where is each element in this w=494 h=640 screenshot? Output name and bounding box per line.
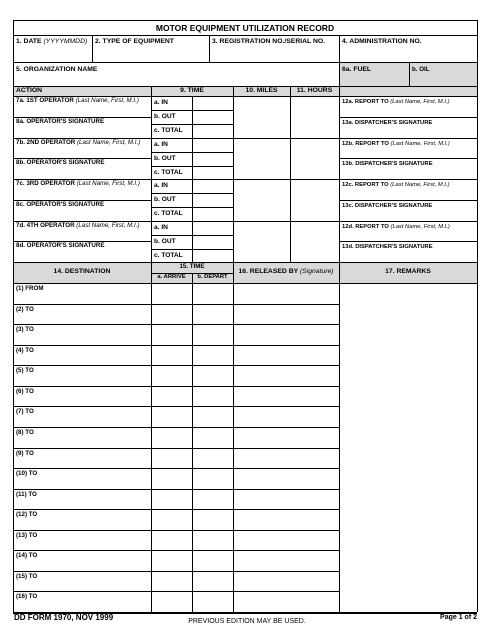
registration-label: 3. REGISTRATION NO./SERIAL NO. (212, 38, 326, 45)
hours-field[interactable] (292, 152, 337, 164)
report-to-label: 12a. REPORT TO (Last Name, First, M.I.) (342, 99, 450, 105)
time-out-label: b. OUT (154, 113, 176, 120)
destination-field[interactable] (16, 458, 148, 467)
arrive-field[interactable] (153, 495, 190, 505)
destination-row-label: (5) TO (16, 367, 34, 375)
organization-field[interactable] (16, 76, 336, 85)
destination-row-label: (9) TO (16, 449, 34, 457)
organization-label: 5. ORGANIZATION NAME (16, 66, 98, 73)
rule-destination-row (13, 406, 339, 407)
destination-field[interactable] (16, 293, 148, 302)
released-by-field[interactable] (235, 556, 337, 566)
date-label: 1. DATE (YYYYMMDD) (16, 38, 88, 45)
rule-operator-mid (13, 158, 151, 159)
rule-operator-mid (13, 241, 151, 242)
arrive-field[interactable] (153, 330, 190, 340)
fuel-field[interactable] (342, 76, 408, 85)
depart-field[interactable] (194, 351, 231, 361)
operator-signature-field[interactable] (16, 251, 148, 260)
miles-label: 10. MILES (245, 87, 278, 94)
depart-field[interactable] (194, 577, 231, 587)
rule-destination-row (13, 571, 339, 572)
form-title: MOTOR EQUIPMENT UTILIZATION RECORD (155, 23, 335, 33)
destination-field[interactable] (16, 334, 148, 343)
time-total-field[interactable] (194, 126, 231, 137)
depart-field[interactable] (194, 371, 231, 381)
released-by-field[interactable] (235, 536, 337, 546)
rule-row2 (13, 86, 477, 87)
rule-destination-row (13, 509, 339, 510)
arrive-field[interactable] (153, 577, 190, 587)
time-in-label: a. IN (154, 223, 168, 231)
operator-label: 7c. 3RD OPERATOR (Last Name, First, M.I.) (16, 180, 140, 187)
rule-destination-row (13, 365, 339, 366)
destination-row-label: (1) FROM (16, 285, 44, 292)
border-left (13, 20, 14, 612)
report-to-field[interactable] (342, 190, 474, 199)
report-to-label: 12d. REPORT TO (Last Name, First, M.I.) (342, 223, 450, 230)
destination-row-label: (13) TO (16, 531, 38, 539)
dispatcher-signature-label: 13a. DISPATCHER'S SIGNATURE (342, 119, 433, 126)
time-out-field[interactable] (194, 112, 231, 123)
destination-field[interactable] (16, 581, 148, 590)
rule-row1 (13, 62, 477, 63)
rule-destination-row (13, 304, 339, 305)
rule-action (13, 96, 477, 97)
dispatcher-signature-field[interactable] (342, 169, 474, 178)
miles-field[interactable] (235, 193, 288, 205)
rule-destination-row (13, 550, 339, 551)
released-by-field[interactable] (235, 330, 337, 340)
operator-signature-field[interactable] (16, 168, 148, 177)
destination-field[interactable] (16, 314, 148, 323)
rule-title (13, 35, 477, 36)
destination-row-label: (15) TO (16, 572, 38, 580)
time-total-field[interactable] (194, 168, 231, 179)
destination-field[interactable] (16, 560, 148, 569)
oil-label: b. OIL (412, 66, 430, 73)
released-by-field[interactable] (235, 474, 337, 484)
time-total-field[interactable] (194, 251, 231, 262)
oil-field[interactable] (412, 76, 474, 85)
dispatcher-signature-field[interactable] (342, 211, 474, 220)
administration-field[interactable] (342, 49, 474, 60)
col-equip-end (209, 35, 210, 62)
edition-note: PREVIOUS EDITION MAY BE USED. (188, 618, 306, 625)
time-out-field[interactable] (194, 237, 231, 248)
miles-field[interactable] (235, 235, 288, 247)
hours-field[interactable] (292, 235, 337, 247)
depart-field[interactable] (194, 433, 231, 443)
rule-report-mid (339, 117, 477, 118)
time-in-field[interactable] (194, 223, 231, 234)
destination-row-label: (4) TO (16, 346, 34, 354)
col-fuel-end (409, 62, 410, 86)
time-total-label: c. TOTAL (154, 210, 183, 217)
report-to-field[interactable] (342, 149, 474, 158)
time-in-label: a. IN (154, 182, 168, 189)
rule-destination-row (13, 591, 339, 592)
destination-field[interactable] (16, 499, 148, 508)
remarks-field[interactable] (342, 286, 474, 608)
destination-field[interactable] (16, 478, 148, 487)
released-by-field[interactable] (235, 351, 337, 361)
hours-field[interactable] (292, 193, 337, 205)
depart-field[interactable] (194, 597, 231, 607)
time-in-label: a. IN (154, 99, 168, 106)
destination-field[interactable] (16, 416, 148, 425)
destination-row-label: (2) TO (16, 305, 34, 313)
miles-field[interactable] (235, 152, 288, 164)
dispatcher-signature-field[interactable] (342, 128, 474, 137)
col-time-values (192, 96, 193, 262)
time-out-label: b. OUT (154, 154, 176, 162)
destination-row-label: (6) TO (16, 387, 34, 395)
time-total-label: c. TOTAL (154, 168, 183, 176)
border-top (13, 20, 477, 21)
arrive-field[interactable] (153, 433, 190, 443)
report-to-field[interactable] (342, 232, 474, 241)
rule-destination-row (13, 345, 339, 346)
arrive-field[interactable] (153, 412, 190, 422)
depart-field[interactable] (194, 454, 231, 464)
registration-field[interactable] (212, 49, 336, 60)
administration-label: 4. ADMINISTRATION NO. (342, 38, 422, 45)
rule-destination-row (13, 427, 339, 428)
rule-report-mid (339, 241, 477, 242)
rule-report-mid (339, 158, 477, 159)
dispatcher-signature-label: 13d. DISPATCHER'S SIGNATURE (342, 244, 433, 251)
hours-label: 11. HOURS (296, 87, 333, 94)
destination-row-label: (7) TO (16, 408, 34, 416)
operator-signature-label: 8a. OPERATOR'S SIGNATURE (16, 117, 105, 125)
destination-field[interactable] (16, 355, 148, 364)
depart-label: b. DEPART (197, 274, 228, 280)
page-number: Page 1 of 2 (440, 614, 477, 621)
col-time-start (151, 86, 152, 612)
report-to-field[interactable] (342, 107, 474, 116)
arrive-field[interactable] (153, 536, 190, 546)
time-out-field[interactable] (194, 195, 231, 206)
remarks-label: 17. REMARKS (385, 268, 431, 275)
depart-field[interactable] (194, 392, 231, 402)
arrive-field[interactable] (153, 474, 190, 484)
released-by-field[interactable] (235, 495, 337, 505)
released-by-field[interactable] (235, 412, 337, 422)
date-field[interactable] (16, 49, 88, 60)
miles-field[interactable] (235, 110, 288, 122)
time-in-field[interactable] (194, 140, 231, 151)
operator-signature-label: 8d. OPERATOR'S SIGNATURE (16, 242, 105, 250)
operator-signature-label: 8c. OPERATOR'S SIGNATURE (16, 200, 105, 208)
time-in-field[interactable] (194, 181, 231, 192)
time-out-field[interactable] (194, 154, 231, 165)
depart-field[interactable] (194, 474, 231, 484)
rule-destination-row (13, 489, 339, 490)
rule-dest-header (13, 283, 477, 284)
rule-dest-top (13, 262, 477, 263)
time-out-label: b. OUT (154, 237, 176, 245)
time-label: 9. TIME (180, 87, 204, 94)
time15-label: 15. TIME (179, 263, 205, 270)
arrive-field[interactable] (153, 515, 190, 525)
time-total-field[interactable] (194, 209, 231, 220)
destination-row-label: (14) TO (16, 552, 38, 560)
operator-name-field[interactable] (16, 106, 148, 115)
report-to-label: 12c. REPORT TO (Last Name, First, M.I.) (342, 182, 450, 188)
arrive-field[interactable] (153, 392, 190, 402)
col-hours-start (290, 86, 291, 262)
destination-row-label: (12) TO (16, 511, 38, 519)
depart-field[interactable] (194, 536, 231, 546)
dispatcher-signature-label: 13b. DISPATCHER'S SIGNATURE (342, 161, 433, 168)
operator-signature-field[interactable] (16, 127, 148, 136)
destination-field[interactable] (16, 540, 148, 549)
depart-field[interactable] (194, 556, 231, 566)
operator-label: 7b. 2ND OPERATOR (Last Name, First, M.I.) (16, 138, 141, 146)
depart-field[interactable] (194, 515, 231, 525)
rule-destination-row (13, 386, 339, 387)
fuel-label: 6a. FUEL (342, 66, 372, 73)
destination-row-label: (3) TO (16, 326, 34, 334)
rule-destination-row (13, 324, 339, 325)
action-label: ACTION (16, 87, 43, 94)
destination-row-label: (11) TO (16, 490, 37, 498)
arrive-field[interactable] (153, 310, 190, 320)
destination-row-label: (16) TO (16, 593, 38, 601)
arrive-field[interactable] (153, 556, 190, 566)
rule-destination-row (13, 448, 339, 449)
destination-field[interactable] (16, 519, 148, 528)
operator-name-field[interactable] (16, 231, 148, 240)
destination-label: 14. DESTINATION (53, 268, 111, 275)
col-admin-start (339, 35, 340, 612)
time-total-label: c. TOTAL (154, 127, 183, 134)
arrive-field[interactable] (153, 454, 190, 464)
time-in-label: a. IN (154, 140, 168, 148)
depart-field[interactable] (194, 412, 231, 422)
rule-operator-mid (13, 117, 151, 118)
released-by-field[interactable] (235, 392, 337, 402)
released-by-field[interactable] (235, 433, 337, 443)
col-depart-start (192, 273, 193, 612)
time-in-field[interactable] (194, 98, 231, 109)
rule-destination-row (13, 468, 339, 469)
operator-name-field[interactable] (16, 148, 148, 157)
rule-operator-mid (13, 200, 151, 201)
dispatcher-signature-field[interactable] (342, 252, 474, 261)
released-by-field[interactable] (235, 454, 337, 464)
operator-name-field[interactable] (16, 189, 148, 198)
depart-field[interactable] (194, 330, 231, 340)
destination-field[interactable] (16, 601, 148, 610)
depart-field[interactable] (194, 289, 231, 299)
released-label: 16. RELEASED BY (Signature) (238, 268, 334, 275)
released-by-field[interactable] (235, 515, 337, 525)
report-to-label: 12b. REPORT TO (Last Name, First, M.I.) (342, 140, 450, 147)
destination-row-label: (8) TO (16, 428, 34, 436)
border-right (477, 20, 478, 612)
destination-row-label: (10) TO (16, 470, 38, 478)
depart-field[interactable] (194, 495, 231, 505)
destination-field[interactable] (16, 375, 148, 384)
operator-signature-field[interactable] (16, 210, 148, 219)
hours-field[interactable] (292, 110, 337, 122)
operator-signature-label: 8b. OPERATOR'S SIGNATURE (16, 159, 105, 167)
rule-report-mid (339, 200, 477, 201)
dispatcher-signature-label: 13c. DISPATCHER'S SIGNATURE (342, 202, 433, 209)
col-date-end (92, 35, 93, 62)
released-by-field[interactable] (235, 577, 337, 587)
destination-field[interactable] (16, 396, 148, 405)
released-by-field[interactable] (235, 289, 337, 299)
equipment-type-label: 2. TYPE OF EQUIPMENT (95, 38, 174, 45)
released-by-field[interactable] (235, 597, 337, 607)
arrive-field[interactable] (153, 289, 190, 299)
operator-label: 7a. 1ST OPERATOR (Last Name, First, M.I.) (16, 97, 139, 104)
rule-destination-row (13, 530, 339, 531)
time-total-label: c. TOTAL (154, 251, 183, 259)
arrive-field[interactable] (153, 351, 190, 361)
released-by-field[interactable] (235, 371, 337, 381)
depart-field[interactable] (194, 310, 231, 320)
arrive-field[interactable] (153, 597, 190, 607)
equipment-type-field[interactable] (95, 49, 206, 60)
time-out-label: b. OUT (154, 196, 176, 203)
arrive-field[interactable] (153, 371, 190, 381)
destination-field[interactable] (16, 437, 148, 446)
form-number: DD FORM 1970, NOV 1999 (14, 613, 114, 622)
operator-label: 7d. 4TH OPERATOR (Last Name, First, M.I.) (16, 221, 140, 229)
arrive-label: a. ARRIVE (157, 274, 186, 280)
released-by-field[interactable] (235, 310, 337, 320)
col-miles-start (233, 86, 234, 612)
